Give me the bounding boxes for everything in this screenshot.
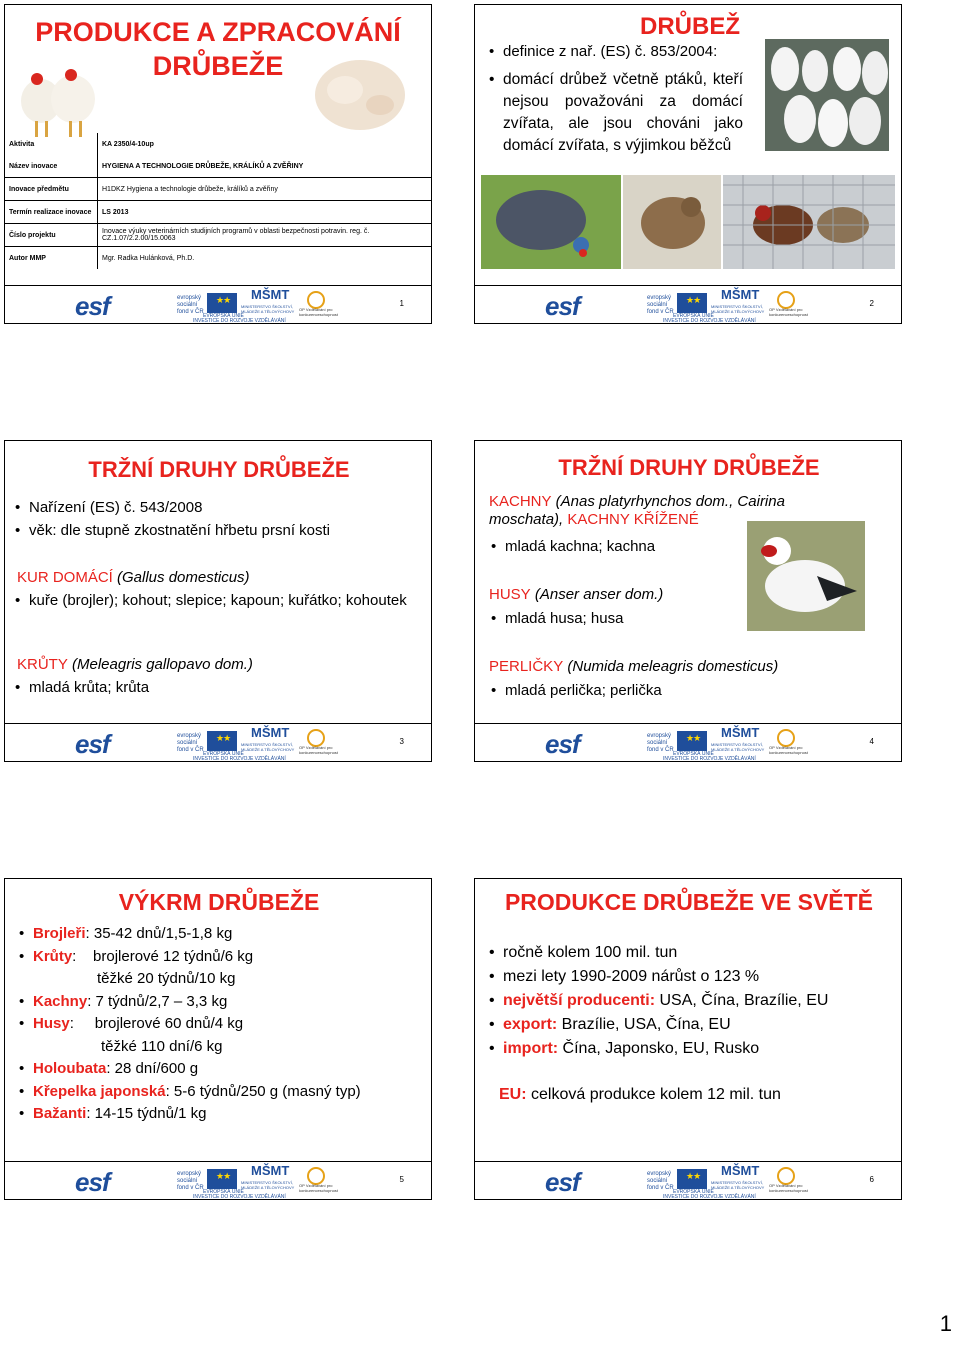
list-item: • Kachny: 7 týdnů/2,7 – 3,3 kg xyxy=(19,992,228,1010)
eu-flag-icon: ★★ xyxy=(207,731,237,751)
chickens-photo xyxy=(11,61,111,141)
eu-logo-text: EVROPSKÁ UNIE xyxy=(673,313,714,319)
msmt-logo: MŠMT xyxy=(721,287,760,302)
slide-number: 6 xyxy=(869,1175,874,1184)
info-key: Inovace předmětu xyxy=(5,178,98,201)
slide-2-title: DRŮBEŽ xyxy=(640,13,740,40)
list-item: • Husy: brojlerové 60 dnů/4 kg xyxy=(19,1015,244,1032)
msmt-logo: MŠMT xyxy=(721,1163,760,1178)
op-logo-text: OP Vzdělávání pro konkurenceschopnost xyxy=(299,1183,338,1193)
info-value: LS 2013 xyxy=(98,201,433,224)
esf-logo-text: evropský sociální fond v ČR xyxy=(647,295,674,315)
slide-6-title: PRODUKCE DRŮBEŽE VE SVĚTĚ xyxy=(504,889,874,915)
fattening-list xyxy=(19,925,423,1128)
bullet-regulation: • Nařízení (ES) č. 543/2008 xyxy=(29,499,202,517)
invest-text: INVESTICE DO ROZVOJE VZDĚLÁVÁNÍ xyxy=(193,318,286,324)
eu-production: EU: celková produkce kolem 12 mil. tun xyxy=(499,1086,781,1103)
info-value: HYGIENA A TECHNOLOGIE DRŮBEŽE, KRÁLÍKŮ A ZVĚŘINY xyxy=(98,155,433,178)
slide-number: 1 xyxy=(399,299,404,308)
invest-text: INVESTICE DO ROZVOJE VZDĚLÁVÁNÍ xyxy=(663,756,756,762)
esf-logo-text: evropský sociální fond v ČR xyxy=(177,295,204,315)
pheasants-photo xyxy=(723,175,895,269)
bullet-goose-types: • mladá husa; husa xyxy=(505,610,623,628)
slide-3 xyxy=(4,440,432,762)
esf-logo: esf xyxy=(75,1167,110,1197)
list-item: • Brojleři: 35-42 dnů/1,5-1,8 kg xyxy=(19,925,233,942)
esf-logo-text: evropský sociální fond v ČR xyxy=(647,1171,674,1191)
heading-turkey: KRŮTY (Meleagris gallopavo dom.) xyxy=(17,656,253,673)
msmt-logo: MŠMT xyxy=(251,1163,290,1178)
slide-number: 2 xyxy=(869,299,874,308)
slide-5-title: VÝKRM DRŮBEŽE xyxy=(118,889,320,915)
carcass-photo xyxy=(305,45,415,140)
esf-logo-text: evropský sociální fond v ČR xyxy=(177,733,204,753)
slide-number: 4 xyxy=(869,737,874,746)
page-number: 1 xyxy=(939,1311,952,1336)
info-value: H1DKZ Hygiena a technologie drůbeže, králíků a zvěřiny xyxy=(98,178,433,201)
doves-photo xyxy=(765,39,889,151)
msmt-logo-text: MINISTERSTVO ŠKOLSTVÍ, MLÁDEŽE A TĚLOVÝCHOVY xyxy=(711,304,765,314)
op-logo-text: OP Vzdělávání pro konkurenceschopnost xyxy=(769,745,808,755)
esf-logo: esf xyxy=(545,291,580,321)
slide-footer xyxy=(5,725,431,761)
list-item: těžké 110 dní/6 kg xyxy=(101,1037,223,1055)
slide-4-title: TRŽNÍ DRUHY DRŮBEŽE xyxy=(558,455,820,480)
list-item: těžké 20 týdnů/10 kg xyxy=(97,970,236,987)
bullet-definition: • definice z nař. (ES) č. 853/2004: xyxy=(503,43,763,61)
bullet-chicken-types: • kuře (brojler); kohout; slepice; kapoun; kuřátko; kohoutek xyxy=(29,592,409,610)
heading-ducks: KACHNY (Anas platyrhynchos dom., Cairina moschata), KACHNY KŘÍŽENÉ xyxy=(489,493,785,528)
msmt-logo-text: MINISTERSTVO ŠKOLSTVÍ, MLÁDEŽE A TĚLOVÝCHOVY xyxy=(711,1180,765,1190)
esf-logo: esf xyxy=(545,1167,580,1197)
bullet-domestic-poultry: • domácí drůbež včetně ptáků, kteří nejsou považováni za domácí zvířata, ale jsou chováni jako domácí zvířata, s výjimkou běžců xyxy=(503,69,743,157)
eu-flag-icon: ★★ xyxy=(207,293,237,313)
invest-text: INVESTICE DO ROZVOJE VZDĚLÁVÁNÍ xyxy=(663,1194,756,1200)
msmt-logo: MŠMT xyxy=(251,725,290,740)
slide-number: 3 xyxy=(399,737,404,746)
op-logo-text: OP Vzdělávání pro konkurenceschopnost xyxy=(769,307,808,317)
list-item: • Holoubata: 28 dní/600 g xyxy=(19,1060,199,1077)
eu-flag-icon: ★★ xyxy=(677,1169,707,1189)
msmt-logo-text: MINISTERSTVO ŠKOLSTVÍ, MLÁDEŽE A TĚLOVÝCHOVY xyxy=(241,304,295,314)
op-logo-text: OP Vzdělávání pro konkurenceschopnost xyxy=(769,1183,808,1193)
slide-footer xyxy=(475,1163,901,1199)
info-key: Termín realizace inovace xyxy=(5,201,98,224)
bullet-age: • věk: dle stupně zkostnatění hřbetu prsní kosti xyxy=(29,522,330,540)
slide-4 xyxy=(474,440,902,762)
bullet-export: • export: Brazílie, USA, Čína, EU xyxy=(503,1016,731,1034)
esf-logo: esf xyxy=(75,729,110,759)
slide-footer xyxy=(475,725,901,761)
quail-photo xyxy=(623,175,721,269)
info-value: Inovace výuky veterinárních studijních programů v oblasti bezpečnosti potravin. reg. č. CZ.1.07/2.2.00/15.0063 xyxy=(98,224,433,247)
info-key: Název inovace xyxy=(5,155,98,178)
eu-logo-text: EVROPSKÁ UNIE xyxy=(203,1189,244,1195)
eu-logo-text: EVROPSKÁ UNIE xyxy=(203,313,244,319)
msmt-logo-text: MINISTERSTVO ŠKOLSTVÍ, MLÁDEŽE A TĚLOVÝCHOVY xyxy=(241,1180,295,1190)
bullet-producers: • největší producenti: USA, Čína, Brazílie, EU xyxy=(503,992,828,1010)
esf-logo-text: evropský sociální fond v ČR xyxy=(647,733,674,753)
list-item: • Krůty: brojlerové 12 týdnů/6 kg xyxy=(19,947,254,965)
heading-geese: HUSY (Anser anser dom.) xyxy=(489,586,664,603)
info-value: KA 2350/4-10up xyxy=(102,140,154,148)
list-item: • Křepelka japonská: 5-6 týdnů/250 g (masný typ) xyxy=(19,1082,361,1100)
slide-footer xyxy=(475,287,901,323)
msmt-logo-text: MINISTERSTVO ŠKOLSTVÍ, MLÁDEŽE A TĚLOVÝCHOVY xyxy=(241,742,295,752)
slide-5 xyxy=(4,878,432,1200)
guineafowl-photo xyxy=(481,175,621,269)
slide-footer xyxy=(5,1163,431,1199)
slide-2 xyxy=(474,4,902,324)
op-logo-text: OP Vzdělávání pro konkurenceschopnost xyxy=(299,745,338,755)
op-logo-text: OP Vzdělávání pro konkurenceschopnost xyxy=(299,307,338,317)
heading-chicken: KUR DOMÁCÍ (Gallus domesticus) xyxy=(17,569,250,586)
bullet-turkey-types: • mladá krůta; krůta xyxy=(29,679,149,697)
invest-text: INVESTICE DO ROZVOJE VZDĚLÁVÁNÍ xyxy=(663,318,756,324)
eu-logo-text: EVROPSKÁ UNIE xyxy=(203,751,244,757)
eu-flag-icon: ★★ xyxy=(677,293,707,313)
project-info-table xyxy=(5,133,432,269)
bullet-guineafowl-types: • mladá perlička; perlička xyxy=(505,682,662,700)
slide-footer xyxy=(5,287,431,323)
esf-logo: esf xyxy=(545,729,580,759)
slide-6 xyxy=(474,878,902,1200)
msmt-logo: MŠMT xyxy=(251,287,290,302)
eu-logo-text: EVROPSKÁ UNIE xyxy=(673,1189,714,1195)
slide-number: 5 xyxy=(399,1175,404,1184)
info-value: Mgr. Radka Hulánková, Ph.D. xyxy=(102,254,195,262)
slide-1-title: PRODUKCE A ZPRACOVÁNÍ DRŮBEŽE xyxy=(35,17,401,81)
info-key: Aktivita xyxy=(5,133,98,155)
bullet-annual: • ročně kolem 100 mil. tun xyxy=(503,944,677,962)
heading-guineafowl: PERLIČKY (Numida meleagris domesticus) xyxy=(489,658,779,675)
info-key: Autor MMP xyxy=(5,247,98,270)
invest-text: INVESTICE DO ROZVOJE VZDĚLÁVÁNÍ xyxy=(193,1194,286,1200)
eu-flag-icon: ★★ xyxy=(207,1169,237,1189)
msmt-logo: MŠMT xyxy=(721,725,760,740)
slide-1 xyxy=(4,4,432,324)
list-item: • Bažanti: 14-15 týdnů/1 kg xyxy=(19,1105,207,1122)
muscovy-duck-photo xyxy=(747,521,865,631)
esf-logo-text: evropský sociální fond v ČR xyxy=(177,1171,204,1191)
slide-3-title: TRŽNÍ DRUHY DRŮBEŽE xyxy=(88,457,350,482)
bullet-growth: • mezi lety 1990-2009 nárůst o 123 % xyxy=(503,968,759,986)
eu-logo-text: EVROPSKÁ UNIE xyxy=(673,751,714,757)
bullet-import: • import: Čína, Japonsko, EU, Rusko xyxy=(503,1040,759,1058)
esf-logo: esf xyxy=(75,291,110,321)
msmt-logo-text: MINISTERSTVO ŠKOLSTVÍ, MLÁDEŽE A TĚLOVÝCHOVY xyxy=(711,742,765,752)
invest-text: INVESTICE DO ROZVOJE VZDĚLÁVÁNÍ xyxy=(193,756,286,762)
eu-flag-icon: ★★ xyxy=(677,731,707,751)
info-key: Číslo projektu xyxy=(5,224,98,247)
bullet-duck-types: • mladá kachna; kachna xyxy=(505,538,655,556)
